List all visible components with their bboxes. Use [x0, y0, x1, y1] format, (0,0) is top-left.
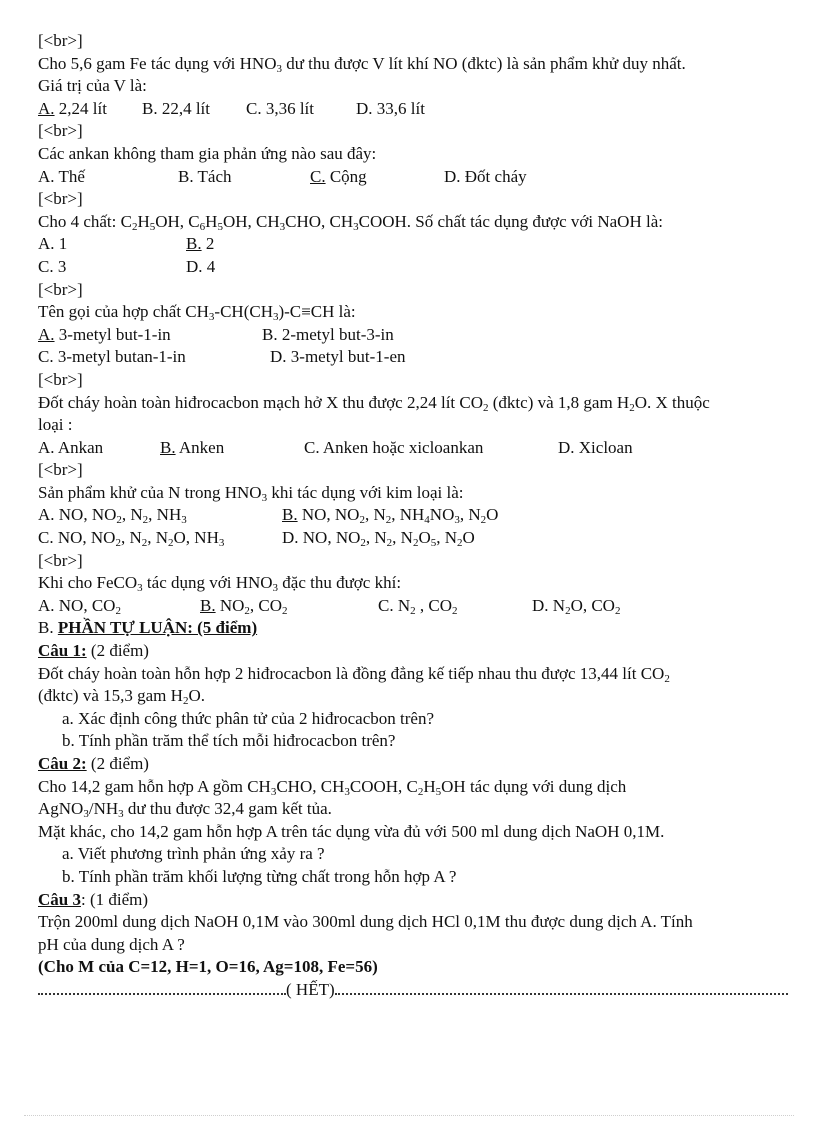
question-3-stem: Cho 4 chất: $C_2H_5OH$, $C_6H_5OH$, $CH_3CHO$, $CH_3COOH$. Số chất tác dụng được với NaOH là: — [38, 211, 663, 233]
option-b[interactable]: B. Anken — [160, 437, 225, 457]
essay-question-2-text: Cho 14,2 gam hỗn hợp A gồm $CH_3CHO$, $CH_3COOH$, $C_2H_5OH$ tác dụng với dung dịch — [38, 776, 627, 798]
question-3-options-row2 — [38, 256, 788, 279]
br-marker: [<br>] — [38, 121, 83, 141]
br-marker: [<br>] — [38, 189, 83, 209]
br-marker: [<br>] — [38, 369, 83, 389]
option-a[interactable]: A. NO, $NO_2$, $N_2$, $NH_3$ — [38, 505, 187, 527]
question-3-options-row1 — [38, 233, 788, 256]
option-c[interactable]: C. NO, $NO_2$, $N_2$, $N_2O$, $NH_3$ — [38, 528, 225, 550]
option-a[interactable]: A. 1 — [38, 234, 68, 254]
br-marker: [<br>] — [38, 550, 83, 570]
essay-question-2-header: Câu 2: (2 điểm) — [38, 754, 149, 773]
option-b[interactable]: B. 2-metyl but-3-in — [262, 324, 394, 344]
option-d[interactable]: D. Xicloan — [558, 437, 633, 457]
option-c[interactable]: C. Anken hoặc xicloankan — [304, 437, 484, 457]
dotted-rule-left — [38, 993, 286, 995]
option-d[interactable]: D. $N_2O$, $CO_2$ — [532, 595, 621, 617]
dotted-rule-right — [335, 993, 788, 995]
question-2-options — [38, 166, 788, 189]
option-c[interactable]: C. $N_2$ , $CO_2$ — [378, 595, 458, 617]
br-marker: [<br>] — [38, 460, 83, 480]
essay-question-2-part-a: a. Viết phương trình phản ứng xảy ra ? — [62, 844, 325, 864]
option-c[interactable]: C. 3 — [38, 256, 67, 276]
end-label: ( HẾT) — [286, 979, 335, 999]
question-2-stem: Các ankan không tham gia phản ứng nào sau đây: — [38, 143, 377, 163]
option-b[interactable]: B. Tách — [178, 166, 232, 186]
option-d[interactable]: D. 4 — [186, 256, 216, 276]
question-1-stem-cont: Giá trị của V là: — [38, 76, 147, 96]
option-b[interactable]: B. NO, $NO_2$, $N_2$, $NH_4NO_3$, $N_2O$ — [282, 505, 499, 527]
question-4-options-row2 — [38, 346, 788, 369]
essay-question-3-text: Trộn 200ml dung dịch NaOH 0,1M vào 300ml dung dịch HCl 0,1M thu được dung dịch A. Tính — [38, 912, 693, 932]
question-4-stem: Tên gọi của hợp chất $CH_3-CH(CH_3)-C\equiv CH$ là: — [38, 302, 356, 324]
essay-question-3-text-cont: pH của dung dịch A ? — [38, 934, 185, 954]
question-7-stem: Khi cho FeCO$_3$ tác dụng với $HNO_3$ đặc thu được khí: — [38, 573, 402, 595]
question-6-options-row2 — [38, 527, 788, 550]
option-a[interactable]: A. Thế — [38, 166, 85, 186]
option-d[interactable]: D. 3-metyl but-1-en — [270, 347, 406, 367]
option-d[interactable]: D. 33,6 lít — [356, 98, 425, 118]
page-bottom-rule — [24, 1115, 794, 1116]
question-1-stem: Cho 5,6 gam Fe tác dụng với $HNO_3$ dư thu được V lít khí NO (đktc) là sản phẩm khử duy nhất. — [38, 53, 686, 75]
question-1-options — [38, 98, 788, 121]
exam-page — [38, 30, 788, 1002]
option-a[interactable]: A. NO, $CO_2$ — [38, 595, 121, 617]
option-b[interactable]: B. 22,4 lít — [142, 98, 211, 118]
option-a[interactable]: A. Ankan — [38, 437, 104, 457]
question-5-stem: Đốt cháy hoàn toàn hiđrocacbon mạch hở X thu được 2,24 lít $CO_2$ (đktc) và 1,8 gam $H_2O$. X thuộc — [38, 392, 710, 414]
option-b[interactable]: B. 2 — [186, 234, 215, 254]
question-5-stem-cont: loại : — [38, 415, 73, 435]
essay-question-2-text-cont: $AgNO_3/NH_3$ dư thu được 32,4 gam kết tủa. — [38, 799, 332, 821]
br-marker: [<br>] — [38, 279, 83, 299]
atomic-masses-note: (Cho M của C=12, H=1, O=16, Ag=108, Fe=56) — [38, 957, 378, 977]
option-c[interactable]: C. 3-metyl butan-1-in — [38, 347, 186, 367]
option-a[interactable]: A. 2,24 lít — [38, 98, 107, 118]
option-d[interactable]: D. Đốt cháy — [444, 166, 527, 186]
question-6-options-row1 — [38, 504, 788, 527]
essay-question-1-part-a: a. Xác định công thức phân tử của 2 hiđrocacbon trên? — [62, 708, 434, 728]
question-4-options-row1 — [38, 324, 788, 347]
question-7-options — [38, 595, 788, 618]
section-heading: B. PHẦN TỰ LUẬN: (5 điểm) — [38, 618, 258, 638]
essay-question-2-part-b: b. Tính phần trăm khối lượng từng chất trong hỗn hợp A ? — [62, 866, 457, 886]
option-d[interactable]: D. NO, $NO_2$, $N_2$, $N_2O_5$, $N_2O$ — [282, 528, 475, 550]
end-marker — [38, 979, 788, 1002]
question-5-options — [38, 437, 788, 460]
essay-question-3-header: Câu 3: (1 điểm) — [38, 889, 149, 909]
essay-question-1-part-b: b. Tính phần trăm thể tích mỗi hiđrocacbon trên? — [62, 731, 396, 751]
essay-question-1-text: Đốt cháy hoàn toàn hỗn hợp 2 hiđrocacbon là đồng đẳng kế tiếp nhau thu được 13,44 lít $CO_2$ — [38, 663, 670, 685]
option-c[interactable]: C. Cộng — [310, 166, 367, 186]
essay-question-1-header: Câu 1: (2 điểm) — [38, 641, 149, 661]
option-b[interactable]: B. $NO_2$, $CO_2$ — [200, 595, 288, 617]
option-a[interactable]: A. 3-metyl but-1-in — [38, 324, 171, 344]
question-6-stem: Sản phẩm khử của N trong $HNO_3$ khi tác dụng với kim loại là: — [38, 482, 464, 504]
essay-question-1-text-cont: (đktc) và 15,3 gam $H_2O$. — [38, 686, 205, 708]
br-marker: [<br>] — [38, 31, 83, 50]
option-c[interactable]: C. 3,36 lít — [246, 98, 315, 118]
essay-question-2-text-cont2: Mặt khác, cho 14,2 gam hỗn hợp A trên tác dụng vừa đủ với 500 ml dung dịch NaOH 0,1M. — [38, 821, 665, 841]
